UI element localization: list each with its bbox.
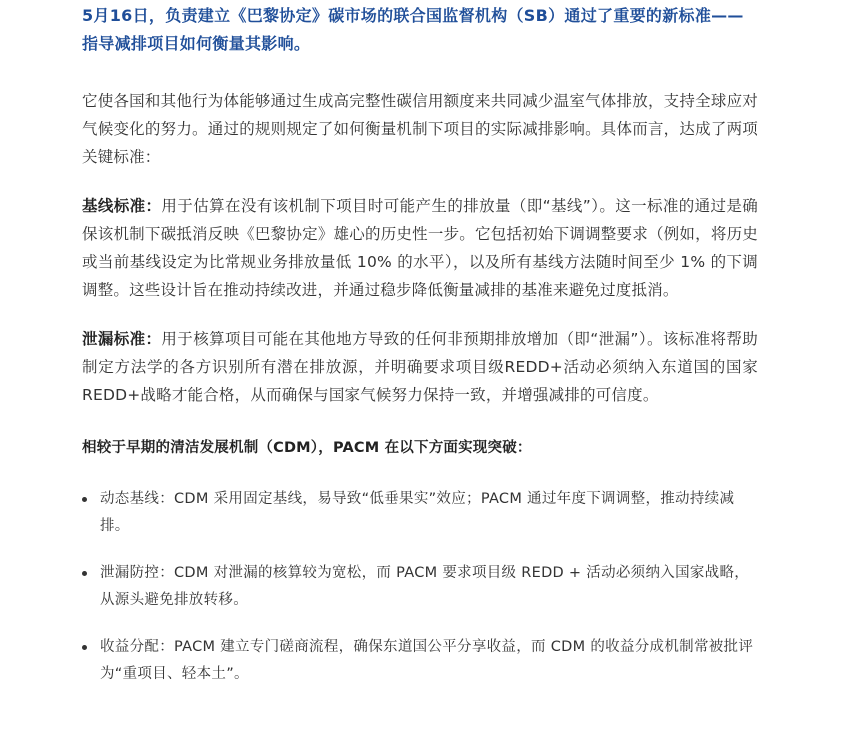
list-item-text: 动态基线：CDM 采用固定基线，易导致“低垂果实”效应；PACM 通过年度下调调整，推动持续减排。 bbox=[100, 491, 735, 534]
list-item-text: 泄漏防控：CDM 对泄漏的核算较为宽松，而 PACM 要求项目级 REDD + 活动必须纳入国家战略，从源头避免排放转移。 bbox=[100, 565, 750, 608]
list-item bbox=[82, 634, 758, 688]
baseline-text: 用于估算在没有该机制下项目时可能产生的排放量（即“基线”）。这一标准的通过是确保该机制下碳抵消反映《巴黎协定》雄心的历史性一步。它包括初始下调调整要求（例如，将历史或当前基线设定为比常规业务排放量低 10% 的水平），以及所有基线方法随时间至少 1% 的下调调整。这些设计旨在推动持续改进，并通过稳步降低衡量减排的基准来避免过度抵消。 bbox=[82, 197, 758, 299]
bullet-dot-icon bbox=[82, 497, 87, 502]
leakage-text: 用于核算项目可能在其他地方导致的任何非预期排放增加（即“泄漏”）。该标准将帮助制定方法学的各方识别所有潜在排放源，并明确要求项目级REDD+活动必须纳入东道国的国家REDD+战略才能合格，从而确保与国家气候努力保持一致，并增强减排的可信度。 bbox=[82, 330, 758, 404]
intro-paragraph: 它使各国和其他行为体能够通过生成高完整性碳信用额度来共同减少温室气体排放，支持全球应对气候变化的努力。通过的规则规定了如何衡量机制下项目的实际减排影响。具体而言，达成了两项关键标准： bbox=[82, 92, 758, 166]
article-headline: 5月16日，负责建立《巴黎协定》碳市场的联合国监督机构（SB）通过了重要的新标准——指导减排项目如何衡量其影响。 bbox=[82, 6, 744, 53]
baseline-term: 基线标准： bbox=[82, 197, 162, 215]
list-item-text: 收益分配：PACM 建立专门磋商流程，确保东道国公平分享收益，而 CDM 的收益分成机制常被批评为“重项目、轻本土”。 bbox=[100, 639, 754, 682]
baseline-paragraph bbox=[82, 192, 758, 304]
comparison-list bbox=[82, 486, 758, 688]
leakage-term: 泄漏标准： bbox=[82, 330, 162, 348]
leakage-paragraph bbox=[82, 325, 758, 409]
list-item bbox=[82, 560, 758, 614]
comparison-heading: 相较于早期的清洁发展机制（CDM），PACM 在以下方面实现突破： bbox=[82, 440, 532, 456]
bullet-dot-icon bbox=[82, 571, 87, 576]
list-item bbox=[82, 486, 758, 540]
bullet-dot-icon bbox=[82, 645, 87, 650]
